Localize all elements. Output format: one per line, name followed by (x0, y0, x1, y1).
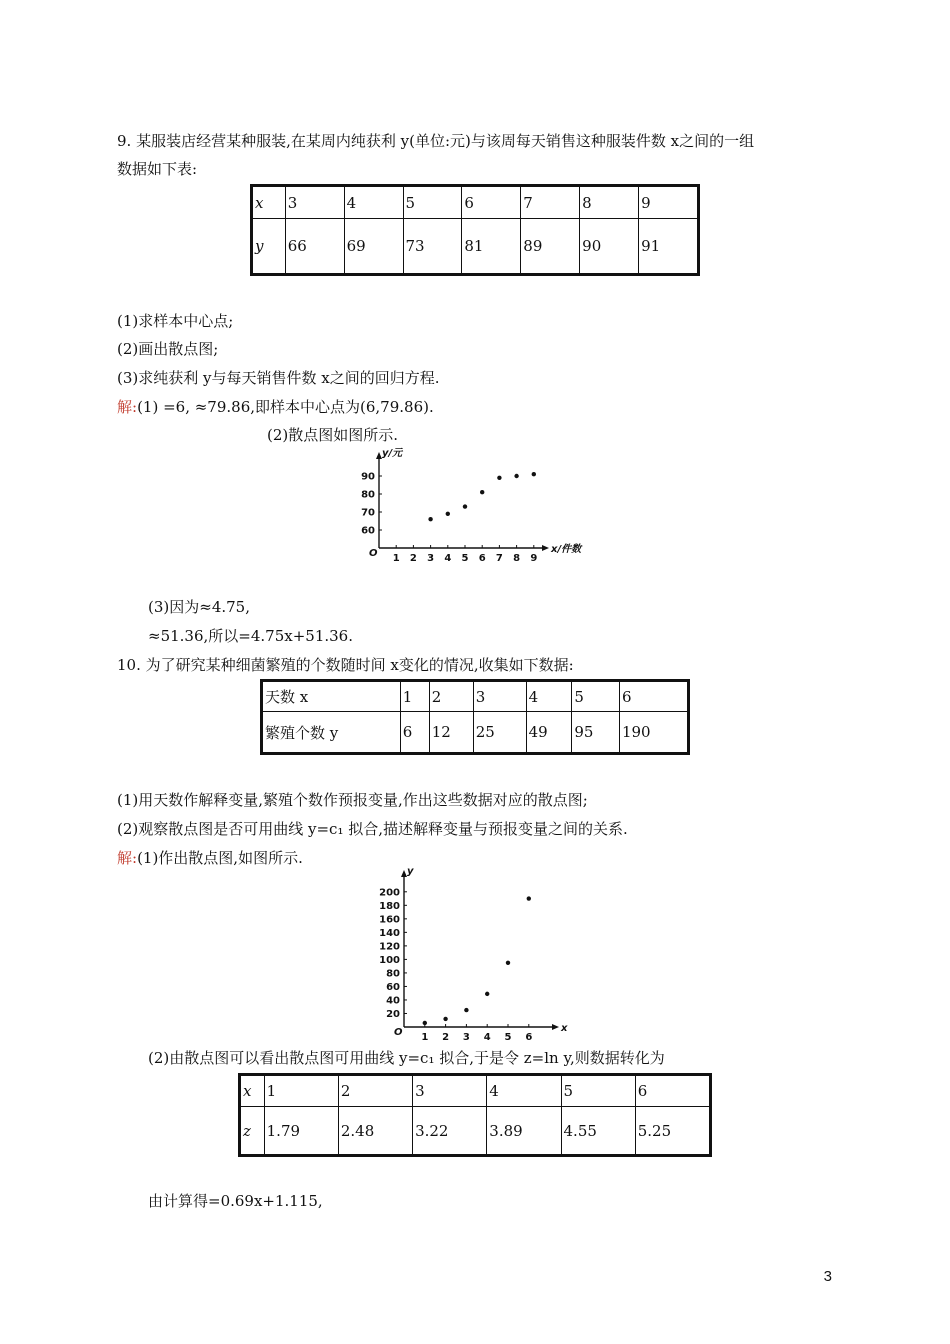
y-axis-label: y/元 (382, 448, 403, 459)
x-tick-label: 5 (504, 1032, 512, 1043)
table-cell: 49 (526, 712, 572, 754)
table-cell: 2 (338, 1075, 412, 1107)
y-tick-label: 100 (379, 954, 400, 966)
x-tick-label: 1 (392, 553, 400, 564)
data-point (514, 474, 518, 478)
data-point (446, 512, 450, 516)
table-cell: 3 (285, 186, 344, 219)
data-point (464, 1008, 468, 1012)
x-tick-label: 6 (525, 1032, 533, 1043)
table-cell: 4.55 (561, 1107, 635, 1156)
table-cell: 5 (403, 186, 462, 219)
x-tick-label: 7 (495, 553, 503, 564)
table-cell: 繁殖个数 y (262, 712, 401, 754)
table-cell: 69 (344, 219, 403, 275)
table-cell: z (240, 1107, 265, 1156)
q10-stem: 10. 为了研究某种细菌繁殖的个数随时间 x变化的情况,收集如下数据: (117, 656, 574, 674)
x-tick-label: 3 (462, 1032, 470, 1043)
table-cell: 4 (526, 681, 572, 712)
y-tick-label: 20 (386, 1008, 400, 1020)
origin-label: O (369, 548, 378, 559)
q9-solution-3b: ≈51.36,所以=4.75x+51.36. (148, 627, 353, 645)
y-tick-label: 80 (361, 489, 375, 501)
q9-part3: (3)求纯获利 y与每天销售件数 x之间的回归方程. (117, 369, 440, 387)
x-tick-label: 8 (513, 553, 521, 564)
table-cell: 3.22 (413, 1107, 487, 1156)
table-cell: 6 (635, 1075, 710, 1107)
y-tick-label: 200 (379, 887, 400, 899)
q9-solution-1 (117, 397, 434, 417)
data-point (443, 1017, 447, 1021)
x-axis-label: x (561, 1023, 568, 1034)
data-point (506, 961, 510, 965)
table-cell: 2.48 (338, 1107, 412, 1156)
table-cell: 73 (403, 219, 462, 275)
q9-part2: (2)画出散点图; (117, 340, 219, 358)
x-tick-label: 9 (530, 553, 538, 564)
table-cell: 3 (473, 681, 526, 712)
data-point (527, 896, 531, 900)
solution-label: 解: (117, 849, 138, 867)
table-cell: 6 (462, 186, 521, 219)
data-point (497, 476, 501, 480)
q9-solution-3a: (3)因为≈4.75, (148, 598, 250, 616)
origin-label: O (394, 1027, 403, 1038)
data-point (480, 490, 484, 494)
table-cell: 89 (521, 219, 580, 275)
x-tick-label: 6 (478, 553, 486, 564)
q10-solution-1-text: (1)作出散点图,如图所示. (137, 849, 303, 867)
q10-solution-3: 由计算得=0.69x+1.115, (148, 1192, 323, 1210)
table-cell: 90 (580, 219, 639, 275)
q9-solution-2: (2)散点图如图所示. (267, 426, 399, 444)
table-cell: 3.89 (487, 1107, 561, 1156)
table-cell: y (252, 219, 286, 275)
table-cell: 4 (487, 1075, 561, 1107)
table-row (262, 712, 689, 754)
y-tick-label: 160 (379, 914, 400, 926)
y-tick-label: 80 (386, 968, 400, 980)
table-cell: 81 (462, 219, 521, 275)
table-cell: 8 (580, 186, 639, 219)
data-point (485, 992, 489, 996)
table-row (240, 1107, 711, 1156)
q10-part1: (1)用天数作解释变量,繁殖个数作预报变量,作出这些数据对应的散点图; (117, 791, 588, 809)
q10-data-table (260, 679, 690, 755)
q10-scatter-chart (378, 866, 578, 1046)
table-cell: 6 (619, 681, 688, 712)
x-axis-label: x/件数 (551, 544, 582, 555)
table-cell: 5 (561, 1075, 635, 1107)
table-cell: 25 (473, 712, 526, 754)
q10-solution-1 (117, 848, 303, 868)
table-cell: 12 (429, 712, 473, 754)
table-cell: 4 (344, 186, 403, 219)
table-cell: 2 (429, 681, 473, 712)
x-tick-label: 2 (409, 553, 417, 564)
y-tick-label: 60 (361, 525, 375, 537)
table-cell: 1 (264, 1075, 338, 1107)
y-axis-label: y (407, 866, 414, 877)
table-cell: x (240, 1075, 265, 1107)
q10-transformed-table (238, 1073, 712, 1157)
page-number: 3 (823, 1268, 832, 1285)
q9-solution-1-text: (1) =6, ≈79.86,即样本中心点为(6,79.86). (137, 398, 434, 416)
table-cell: 3 (413, 1075, 487, 1107)
table-cell: 9 (639, 186, 699, 219)
data-point (428, 517, 432, 521)
data-point (423, 1021, 427, 1025)
q9-stem-line1: 9. 某服装店经营某种服装,在某周内纯获利 y(单位:元)与该周每天销售这种服装件数 x之间的一组 (117, 132, 755, 150)
x-tick-label: 2 (442, 1032, 450, 1043)
y-tick-label: 70 (361, 507, 375, 519)
y-tick-label: 120 (379, 941, 400, 953)
x-tick-label: 3 (427, 553, 435, 564)
data-point (463, 504, 467, 508)
table-cell: 66 (285, 219, 344, 275)
x-axis-arrow (542, 545, 549, 551)
y-tick-label: 140 (379, 927, 400, 939)
x-tick-label: 1 (421, 1032, 429, 1043)
y-tick-label: 40 (386, 995, 400, 1007)
table-cell: 190 (619, 712, 688, 754)
y-tick-label: 60 (386, 981, 400, 993)
table-cell: 天数 x (262, 681, 401, 712)
data-point (532, 472, 536, 476)
table-cell: 5 (572, 681, 620, 712)
table-row (240, 1075, 711, 1107)
x-tick-label: 4 (483, 1032, 491, 1043)
q9-part1: (1)求样本中心点; (117, 312, 234, 330)
y-tick-label: 90 (361, 471, 375, 483)
table-cell: 7 (521, 186, 580, 219)
q10-solution-2: (2)由散点图可以看出散点图可用曲线 y=c₁ 拟合,于是令 z=ln y,则数据转化为 (148, 1049, 665, 1067)
q9-stem-line2: 数据如下表: (117, 160, 198, 178)
table-cell: 5.25 (635, 1107, 710, 1156)
q10-part2: (2)观察散点图是否可用曲线 y=c₁ 拟合,描述解释变量与预报变量之间的关系. (117, 820, 628, 838)
table-cell: 6 (400, 712, 429, 754)
table-cell: x (252, 186, 286, 219)
x-tick-label: 5 (461, 553, 469, 564)
table-row (262, 681, 689, 712)
table-cell: 1.79 (264, 1107, 338, 1156)
q9-scatter-chart (355, 444, 595, 574)
x-axis-arrow (552, 1024, 559, 1030)
solution-label: 解: (117, 398, 138, 416)
table-cell: 91 (639, 219, 699, 275)
table-row (252, 219, 699, 275)
table-cell: 1 (400, 681, 429, 712)
table-cell: 95 (572, 712, 620, 754)
table-row (252, 186, 699, 219)
q9-data-table (250, 184, 700, 276)
x-tick-label: 4 (444, 553, 452, 564)
y-tick-label: 180 (379, 900, 400, 912)
